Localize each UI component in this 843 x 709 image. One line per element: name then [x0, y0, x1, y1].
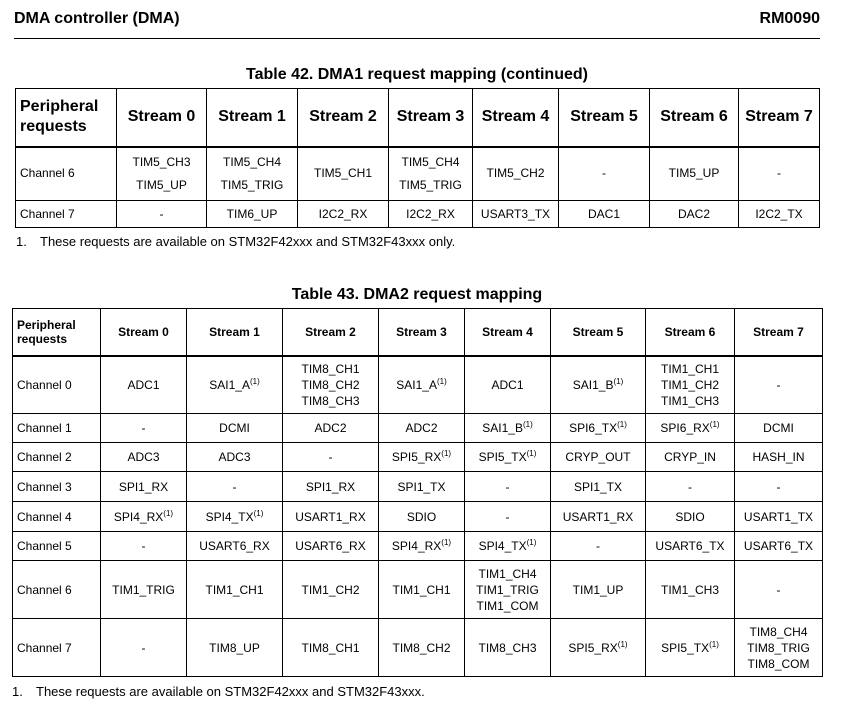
table42-header-row — [16, 89, 820, 147]
table-row — [13, 443, 823, 472]
table-cell — [283, 561, 379, 619]
table43-footnote — [12, 684, 425, 699]
table-cell — [739, 147, 820, 201]
column-header-stream-7: Stream 7 — [739, 89, 820, 147]
cell-text: SPI1_TX — [573, 479, 623, 494]
table-cell — [187, 472, 283, 502]
document-id: RM0090 — [759, 10, 820, 27]
cell-text: I2C2_RX — [406, 206, 455, 221]
table-cell — [187, 414, 283, 443]
cell-text: TIM8_TRIG — [747, 640, 810, 655]
cell-text: TIM1_CH1 — [660, 361, 719, 376]
cell-text: TIM1_COM — [476, 598, 539, 613]
cell-text: SPI4_RX — [391, 539, 442, 553]
table-cell — [379, 356, 465, 414]
cell-text: SPI5_RX — [391, 450, 442, 464]
column-header-stream-0: Stream 0 — [101, 309, 187, 356]
table-cell — [465, 443, 551, 472]
column-header-stream-3: Stream 3 — [389, 89, 473, 147]
table-cell — [101, 561, 187, 619]
table-row — [16, 147, 820, 201]
cell-text: Channel 3 — [17, 479, 72, 494]
table-cell — [117, 201, 207, 228]
cell-text: CRYP_OUT — [565, 450, 631, 464]
footnote-mark: (1) — [526, 449, 537, 458]
cell-text: - — [505, 479, 510, 494]
footnote-mark: (1) — [526, 538, 537, 547]
table-cell — [465, 619, 551, 677]
cell-text: ADC1 — [491, 377, 524, 392]
table-cell — [646, 472, 735, 502]
cell-text: - — [328, 450, 333, 464]
table-cell — [465, 532, 551, 561]
cell-text: SAI1_B — [482, 421, 523, 435]
row-label — [13, 356, 101, 414]
cell-text: USART6_TX — [655, 539, 725, 553]
cell-text: TIM1_TRIG — [112, 582, 175, 597]
table-cell — [379, 619, 465, 677]
cell-text: ADC3 — [127, 450, 160, 464]
cell-text: TIM8_CH4 — [749, 624, 808, 639]
footnote-mark: (1) — [436, 376, 447, 386]
cell-text: - — [602, 166, 606, 181]
table-row — [13, 472, 823, 502]
table43-header-row — [13, 309, 823, 356]
table-cell — [379, 414, 465, 443]
cell-line — [465, 566, 550, 582]
table-cell — [735, 532, 823, 561]
row-label — [13, 472, 101, 502]
footnote-mark: (1) — [253, 508, 264, 518]
cell-line — [207, 151, 297, 174]
cell-text: Channel 7 — [17, 640, 72, 655]
column-header-stream-6: Stream 6 — [646, 309, 735, 356]
cell-text: TIM8_COM — [747, 656, 810, 671]
table-cell — [187, 356, 283, 414]
table-cell — [283, 443, 379, 472]
table-cell — [101, 619, 187, 677]
footnote-text: These requests are available on STM32F42xxx and STM32F43xxx only. — [40, 234, 456, 249]
table-cell — [465, 356, 551, 414]
table-cell — [551, 356, 646, 414]
cell-line — [646, 377, 734, 393]
cell-line — [465, 582, 550, 598]
table-cell — [551, 532, 646, 561]
table43-body — [13, 356, 823, 677]
table-cell — [735, 561, 823, 619]
cell-text: TIM5_CH4 — [222, 154, 281, 169]
table-cell — [298, 201, 389, 228]
cell-text: SPI5_TX — [478, 450, 527, 464]
cell-text: SPI5_TX — [661, 640, 710, 655]
table-cell — [389, 201, 473, 228]
cell-text: SAI1_A — [396, 377, 437, 392]
table-cell — [379, 561, 465, 619]
cell-line — [646, 393, 734, 409]
cell-text: - — [141, 640, 146, 655]
cell-text: SPI5_RX — [568, 640, 618, 655]
cell-text: SDIO — [675, 509, 705, 524]
table-cell — [551, 414, 646, 443]
column-header-peripheral: Peripheral requests — [16, 89, 117, 147]
cell-text: SAI1_B — [572, 377, 614, 392]
table-cell — [735, 502, 823, 532]
footnote-mark: (1) — [249, 376, 260, 386]
table42-caption: Table 42. DMA1 request mapping (continued) — [246, 66, 588, 83]
cell-text: - — [141, 539, 146, 553]
table-cell — [101, 443, 187, 472]
cell-text: TIM1_TRIG — [476, 582, 539, 597]
column-header-stream-7: Stream 7 — [735, 309, 823, 356]
table-cell — [379, 532, 465, 561]
column-header-stream-4: Stream 4 — [473, 89, 559, 147]
table-cell — [283, 414, 379, 443]
table-cell — [379, 502, 465, 532]
table-cell — [735, 414, 823, 443]
table-cell — [187, 443, 283, 472]
footnote-mark: (1) — [709, 639, 719, 649]
cell-text: TIM5_TRIG — [399, 177, 462, 192]
table-cell — [187, 619, 283, 677]
table-cell — [298, 147, 389, 201]
table-cell — [473, 147, 559, 201]
cell-text: USART1_RX — [562, 509, 634, 524]
footnote-mark: (1) — [441, 538, 452, 547]
table-cell — [207, 201, 298, 228]
column-header-stream-4: Stream 4 — [465, 309, 551, 356]
column-header-stream-3: Stream 3 — [379, 309, 465, 356]
table-row — [16, 201, 820, 228]
table-cell — [379, 472, 465, 502]
cell-line — [117, 174, 206, 197]
cell-text: CRYP_IN — [664, 450, 716, 464]
cell-text: Channel 1 — [17, 421, 72, 435]
footnote-mark: (1) — [441, 449, 452, 458]
cell-line — [735, 624, 822, 640]
cell-text: - — [232, 479, 237, 494]
cell-text: DCMI — [763, 421, 794, 435]
cell-text: SDIO — [406, 509, 437, 524]
cell-line — [283, 393, 378, 409]
table-cell — [101, 532, 187, 561]
table-cell — [473, 201, 559, 228]
footnote-mark: (1) — [709, 420, 720, 429]
cell-text: TIM6_UP — [226, 206, 278, 221]
table-row — [13, 414, 823, 443]
table-row — [13, 356, 823, 414]
cell-line — [389, 174, 472, 197]
table-cell — [101, 414, 187, 443]
cell-text: TIM1_CH4 — [478, 566, 537, 581]
cell-text: TIM5_CH2 — [486, 166, 545, 181]
table-row — [13, 561, 823, 619]
cell-text: TIM8_CH3 — [301, 393, 360, 408]
cell-text: USART6_RX — [199, 539, 270, 553]
table-cell — [646, 414, 735, 443]
table-cell — [465, 414, 551, 443]
table-cell — [559, 201, 650, 228]
cell-text: Channel 5 — [17, 539, 72, 553]
cell-text: USART1_RX — [295, 509, 366, 524]
page-header — [14, 0, 820, 39]
cell-text: Channel 0 — [17, 377, 72, 392]
footnote-mark: (1) — [617, 420, 627, 429]
column-header-stream-1: Stream 1 — [187, 309, 283, 356]
cell-text: USART6_RX — [295, 539, 366, 553]
table-cell — [646, 502, 735, 532]
table-cell — [735, 443, 823, 472]
table-row — [13, 502, 823, 532]
cell-text: Channel 7 — [20, 206, 75, 221]
dma1-request-mapping-table — [15, 88, 820, 228]
cell-line — [465, 598, 550, 614]
table42-footnote — [16, 234, 455, 249]
cell-text: TIM5_CH1 — [313, 166, 372, 181]
footnote-mark: (1) — [522, 420, 533, 429]
table-cell — [646, 619, 735, 677]
row-label — [13, 443, 101, 472]
cell-text: - — [776, 377, 781, 392]
cell-text: - — [777, 166, 781, 181]
table-row — [13, 532, 823, 561]
table42-body — [16, 147, 820, 228]
cell-text: TIM1_CH3 — [660, 393, 719, 408]
table-cell — [646, 443, 735, 472]
footnote-mark: (1) — [163, 508, 174, 518]
table-cell — [117, 147, 207, 201]
row-label — [13, 414, 101, 443]
cell-text: ADC2 — [405, 421, 438, 435]
column-header-peripheral: Peripheral requests — [13, 309, 101, 356]
cell-text: TIM8_CH1 — [301, 361, 360, 376]
cell-text: TIM8_UP — [209, 640, 260, 655]
cell-text: SPI4_TX — [478, 539, 527, 553]
cell-line — [207, 174, 297, 197]
row-label — [16, 201, 117, 228]
dma2-request-mapping-table — [12, 308, 823, 677]
table-cell — [101, 356, 187, 414]
cell-line — [735, 656, 822, 672]
table-cell — [283, 532, 379, 561]
cell-text: DAC2 — [677, 206, 710, 221]
cell-text: TIM1_CH1 — [205, 582, 264, 597]
table-cell — [735, 356, 823, 414]
cell-text: HASH_IN — [752, 450, 805, 464]
cell-line — [117, 151, 206, 174]
table-cell — [283, 356, 379, 414]
cell-text: - — [776, 582, 781, 597]
column-header-stream-5: Stream 5 — [559, 89, 650, 147]
table-cell — [551, 561, 646, 619]
footnote-mark: (1) — [617, 639, 628, 649]
cell-text: TIM5_UP — [668, 166, 720, 181]
column-header-stream-5: Stream 5 — [551, 309, 646, 356]
cell-text: - — [596, 539, 600, 553]
table-cell — [650, 201, 739, 228]
row-label — [13, 561, 101, 619]
table-cell — [465, 561, 551, 619]
cell-text: TIM8_CH1 — [301, 640, 360, 655]
footnote-number: 1. — [16, 234, 27, 249]
table-cell — [101, 502, 187, 532]
table-cell — [465, 502, 551, 532]
column-header-stream-0: Stream 0 — [117, 89, 207, 147]
table-cell — [551, 472, 646, 502]
table-cell — [101, 472, 187, 502]
table-cell — [650, 147, 739, 201]
footnote-mark: (1) — [613, 376, 624, 386]
cell-text: - — [141, 421, 146, 435]
cell-text: TIM1_CH1 — [392, 582, 451, 597]
table-cell — [207, 147, 298, 201]
cell-text: TIM1_UP — [572, 582, 624, 597]
table-cell — [646, 532, 735, 561]
cell-text: TIM5_CH4 — [401, 154, 460, 169]
table-cell — [283, 619, 379, 677]
table-cell — [559, 147, 650, 201]
cell-text: USART3_TX — [480, 206, 551, 221]
table-cell — [389, 147, 473, 201]
cell-text: TIM8_CH2 — [301, 377, 360, 392]
footnote-text: These requests are available on STM32F42xxx and STM32F43xxx. — [36, 684, 425, 699]
cell-text: SPI4_TX — [205, 509, 254, 524]
table-cell — [187, 561, 283, 619]
table-cell — [551, 502, 646, 532]
cell-text: SPI6_TX — [569, 421, 618, 435]
row-label — [13, 532, 101, 561]
cell-text: TIM1_CH2 — [301, 582, 360, 597]
cell-text: SPI6_RX — [660, 421, 710, 435]
cell-text: SPI4_RX — [113, 509, 164, 524]
cell-line — [646, 361, 734, 377]
cell-text: - — [159, 206, 164, 221]
table-cell — [187, 532, 283, 561]
cell-text: DAC1 — [587, 206, 620, 221]
table-cell — [646, 561, 735, 619]
row-label — [13, 502, 101, 532]
cell-text: I2C2_TX — [755, 206, 803, 221]
cell-text: - — [505, 509, 510, 524]
cell-line — [283, 377, 378, 393]
table-cell — [465, 472, 551, 502]
table-cell — [187, 502, 283, 532]
table-cell — [379, 443, 465, 472]
cell-text: TIM8_CH2 — [392, 640, 451, 655]
table43-caption: Table 43. DMA2 request mapping — [291, 286, 543, 303]
table-cell — [739, 201, 820, 228]
table-cell — [551, 619, 646, 677]
table-cell — [551, 443, 646, 472]
cell-text: DCMI — [219, 421, 250, 435]
cell-line — [735, 640, 822, 656]
cell-text: SPI1_TX — [397, 479, 446, 494]
table-cell — [283, 502, 379, 532]
cell-text: TIM5_UP — [136, 177, 187, 192]
cell-line — [283, 361, 378, 377]
footnote-number: 1. — [12, 684, 23, 699]
row-label — [16, 147, 117, 201]
cell-text: USART6_TX — [743, 539, 814, 553]
cell-text: ADC2 — [314, 421, 347, 435]
cell-text: SPI1_RX — [305, 479, 356, 494]
section-title: DMA controller (DMA) — [14, 10, 180, 27]
row-label — [13, 619, 101, 677]
table-cell — [735, 472, 823, 502]
table-cell — [283, 472, 379, 502]
cell-text: - — [688, 479, 692, 494]
cell-text: TIM5_TRIG — [220, 177, 284, 192]
column-header-stream-2: Stream 2 — [283, 309, 379, 356]
cell-text: USART1_TX — [743, 509, 814, 524]
cell-text: ADC3 — [218, 450, 251, 464]
cell-text: Channel 6 — [20, 166, 75, 181]
cell-text: Channel 2 — [17, 450, 72, 464]
cell-text: TIM1_CH2 — [660, 377, 719, 392]
cell-line — [389, 151, 472, 174]
column-header-stream-6: Stream 6 — [650, 89, 739, 147]
table-row — [13, 619, 823, 677]
cell-text: TIM5_CH3 — [132, 154, 191, 169]
cell-text: Channel 4 — [17, 509, 72, 524]
cell-text: I2C2_RX — [318, 206, 368, 221]
cell-text: ADC1 — [127, 377, 160, 392]
table-cell — [735, 619, 823, 677]
cell-text: SPI1_RX — [118, 479, 169, 494]
cell-text: TIM8_CH3 — [478, 640, 537, 655]
cell-text: Channel 6 — [17, 582, 72, 597]
cell-text: TIM1_CH3 — [660, 582, 719, 597]
column-header-stream-2: Stream 2 — [298, 89, 389, 147]
cell-text: - — [776, 479, 781, 494]
column-header-stream-1: Stream 1 — [207, 89, 298, 147]
cell-text: SAI1_A — [209, 377, 250, 392]
table-cell — [646, 356, 735, 414]
